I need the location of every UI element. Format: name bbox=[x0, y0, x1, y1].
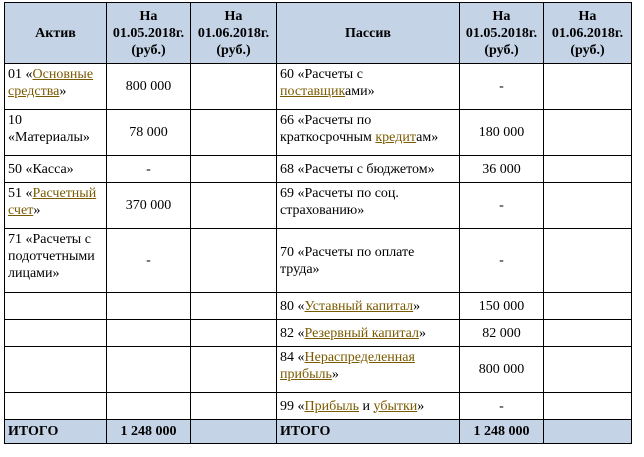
aktiv-account: 01 «Основные средства» bbox=[5, 64, 107, 110]
header-date-2: На 01.06.2018г. (руб.) bbox=[191, 3, 277, 64]
total-value-aktiv: 1 248 000 bbox=[107, 420, 191, 444]
passiv-link-loss[interactable]: убытки bbox=[373, 398, 418, 414]
header-passiv: Пассив bbox=[277, 3, 460, 64]
passiv-value-2 bbox=[544, 293, 632, 320]
aktiv-account: 50 «Касса» bbox=[5, 156, 107, 183]
passiv-value-1: - bbox=[460, 183, 544, 229]
passiv-link[interactable]: кредит bbox=[375, 130, 417, 145]
aktiv-value-1 bbox=[107, 320, 191, 347]
passiv-account: 66 «Расчеты по краткосрочным кредитам» bbox=[277, 110, 460, 156]
table-row bbox=[5, 229, 632, 293]
passiv-value-1: 800 000 bbox=[460, 347, 544, 393]
passiv-value-2 bbox=[544, 393, 632, 420]
aktiv-link[interactable]: Расчетный счет bbox=[8, 186, 97, 218]
total-label-aktiv: ИТОГО bbox=[5, 420, 107, 444]
passiv-value-2 bbox=[544, 64, 632, 110]
passiv-value-1: 180 000 bbox=[460, 110, 544, 156]
aktiv-value-2 bbox=[191, 293, 277, 320]
total-label-passiv: ИТОГО bbox=[277, 420, 460, 444]
header-date-3: На 01.05.2018г. (руб.) bbox=[460, 3, 544, 64]
aktiv-value-1 bbox=[107, 293, 191, 320]
passiv-value-2 bbox=[544, 156, 632, 183]
aktiv-account bbox=[5, 320, 107, 347]
aktiv-value-1: 800 000 bbox=[107, 64, 191, 110]
aktiv-value-1: - bbox=[107, 156, 191, 183]
aktiv-value-1 bbox=[107, 347, 191, 393]
aktiv-value-2 bbox=[191, 393, 277, 420]
aktiv-value-1: 78 000 bbox=[107, 110, 191, 156]
passiv-value-1: 150 000 bbox=[460, 293, 544, 320]
aktiv-value-2 bbox=[191, 183, 277, 229]
passiv-value-1: - bbox=[460, 64, 544, 110]
aktiv-value-1 bbox=[107, 393, 191, 420]
aktiv-account: 51 «Расчетный счет» bbox=[5, 183, 107, 229]
passiv-account: 82 «Резервный капитал» bbox=[277, 320, 460, 347]
table-row bbox=[5, 183, 632, 229]
passiv-account: 68 «Расчеты с бюджетом» bbox=[277, 156, 460, 183]
total-value-passiv-2 bbox=[544, 420, 632, 444]
balance-table bbox=[4, 2, 632, 444]
table-row bbox=[5, 320, 632, 347]
passiv-value-2 bbox=[544, 229, 632, 293]
aktiv-value-2 bbox=[191, 64, 277, 110]
aktiv-value-2 bbox=[191, 110, 277, 156]
passiv-account: 99 «Прибыль и убытки» bbox=[277, 393, 460, 420]
table-row bbox=[5, 156, 632, 183]
aktiv-account: 10 «Материалы» bbox=[5, 110, 107, 156]
passiv-link-profit[interactable]: Прибыль bbox=[304, 398, 360, 414]
table-row bbox=[5, 110, 632, 156]
table-row bbox=[5, 293, 632, 320]
passiv-value-2 bbox=[544, 110, 632, 156]
aktiv-account bbox=[5, 347, 107, 393]
total-value-aktiv-2 bbox=[191, 420, 277, 444]
aktiv-value-1: 370 000 bbox=[107, 183, 191, 229]
passiv-account: 60 «Расчеты с поставщиками» bbox=[277, 64, 460, 110]
passiv-value-1: - bbox=[460, 229, 544, 293]
header-date-1: На 01.05.2018г. (руб.) bbox=[107, 3, 191, 64]
total-row bbox=[5, 420, 632, 444]
table-row bbox=[5, 347, 632, 393]
passiv-link[interactable]: Нераспределенная прибыль bbox=[280, 350, 415, 382]
table-row bbox=[5, 64, 632, 110]
passiv-link[interactable]: поставщик bbox=[280, 84, 346, 99]
aktiv-link[interactable]: Основные средства bbox=[8, 67, 94, 99]
aktiv-value-2 bbox=[191, 320, 277, 347]
header-row bbox=[5, 3, 632, 64]
aktiv-account: 71 «Расчеты с подотчетными лицами» bbox=[5, 229, 107, 293]
passiv-value-1: 82 000 bbox=[460, 320, 544, 347]
passiv-account: 84 «Нераспределенная прибыль» bbox=[277, 347, 460, 393]
passiv-value-1: - bbox=[460, 393, 544, 420]
passiv-account: 80 «Уставный капитал» bbox=[277, 293, 460, 320]
table-row bbox=[5, 393, 632, 420]
passiv-account: 69 «Расчеты по соц. страхованию» bbox=[277, 183, 460, 229]
passiv-value-2 bbox=[544, 347, 632, 393]
passiv-link[interactable]: Резервный капитал bbox=[304, 325, 419, 341]
passiv-link[interactable]: Уставный капитал bbox=[304, 298, 414, 314]
aktiv-account bbox=[5, 393, 107, 420]
passiv-value-2 bbox=[544, 320, 632, 347]
passiv-value-2 bbox=[544, 183, 632, 229]
header-date-4: На 01.06.2018г. (руб.) bbox=[544, 3, 632, 64]
total-value-passiv: 1 248 000 bbox=[460, 420, 544, 444]
aktiv-value-2 bbox=[191, 229, 277, 293]
aktiv-account bbox=[5, 293, 107, 320]
aktiv-value-2 bbox=[191, 347, 277, 393]
passiv-account: 70 «Расчеты по оплате труда» bbox=[277, 229, 460, 293]
passiv-value-1: 36 000 bbox=[460, 156, 544, 183]
aktiv-value-2 bbox=[191, 156, 277, 183]
aktiv-value-1: - bbox=[107, 229, 191, 293]
header-aktiv: Актив bbox=[5, 3, 107, 64]
